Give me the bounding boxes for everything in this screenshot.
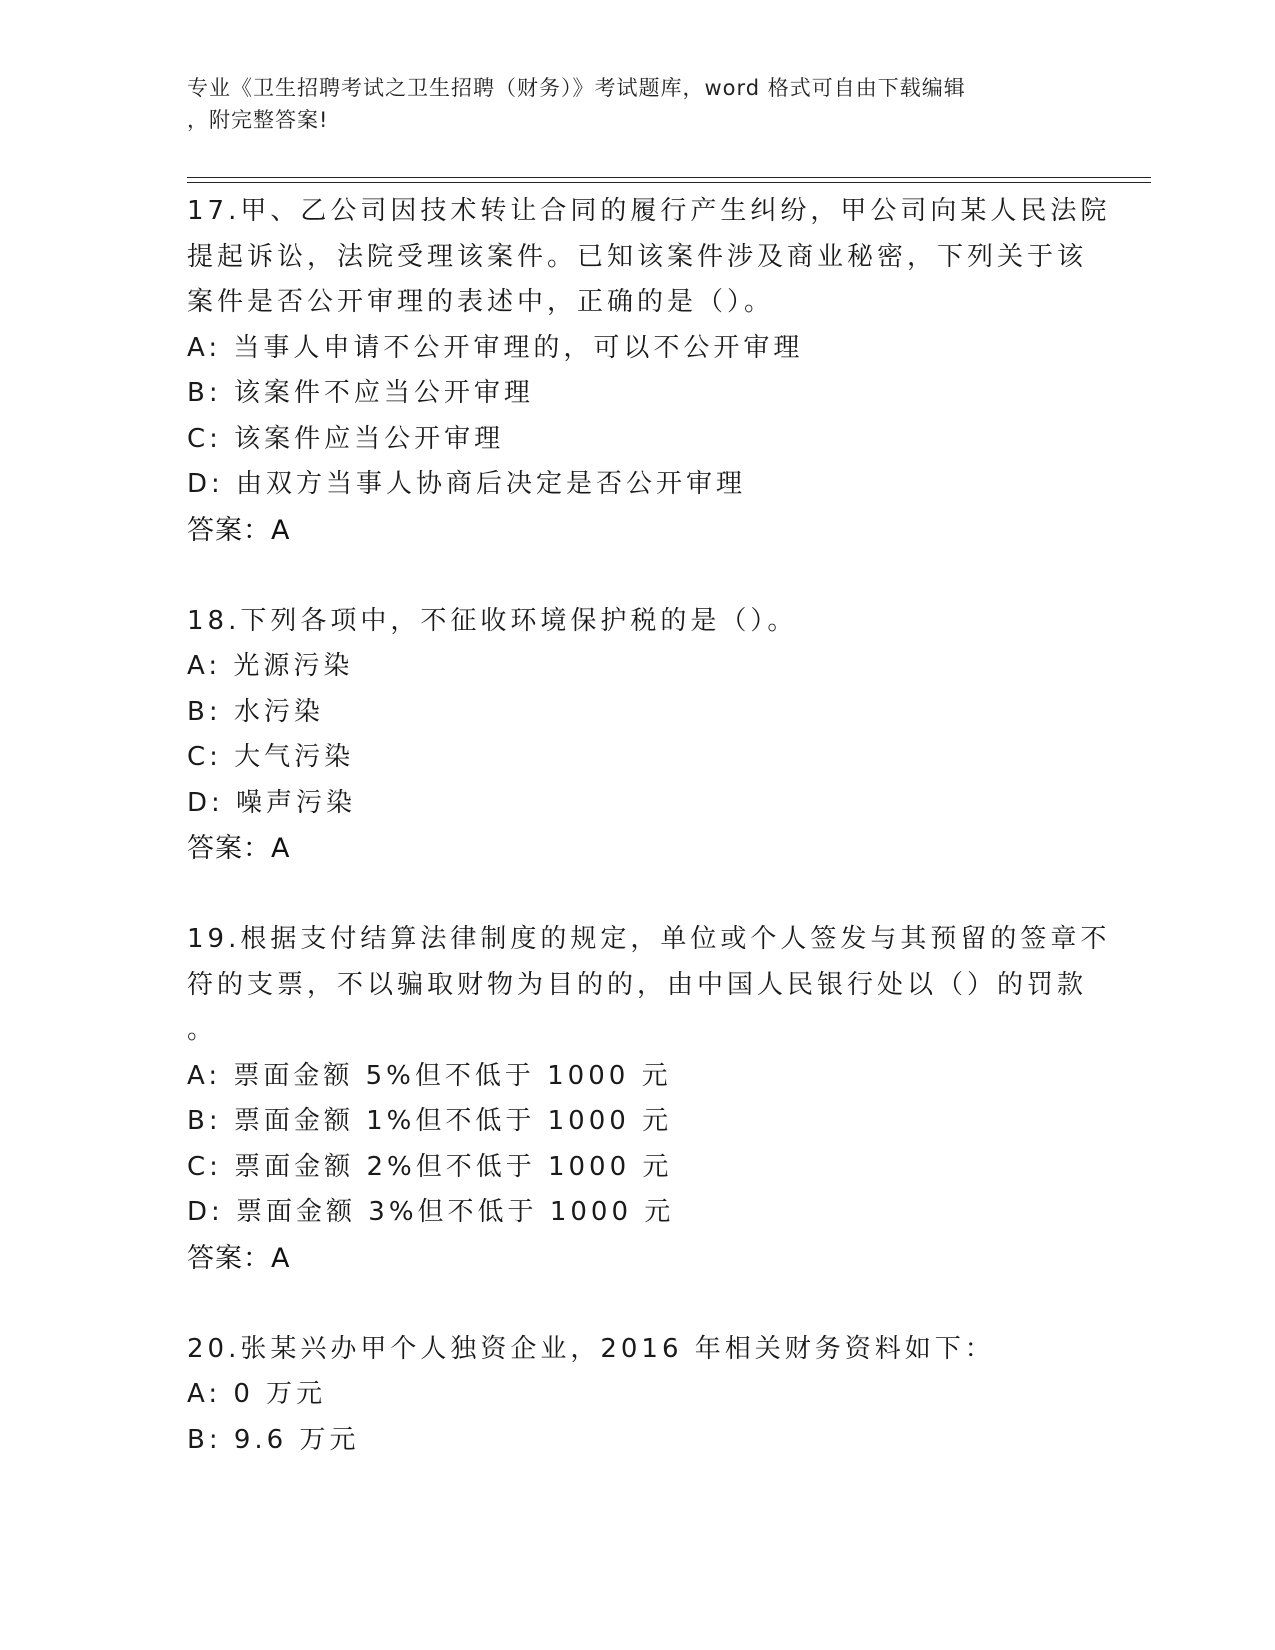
question-stem-line: 19.根据支付结算法律制度的规定，单位或个人签发与其预留的签章不 [187, 924, 1111, 954]
option-a: A: 当事人申请不公开审理的，可以不公开审理 [187, 332, 804, 363]
answer-line: 答案：A [187, 1242, 291, 1274]
answer-line: 答案：A [187, 514, 291, 546]
question-17 [187, 189, 1111, 553]
question-19 [187, 917, 1111, 1281]
option-a: A: 0 万元 [187, 1379, 327, 1409]
option-b: B: 票面金额 1%但不低于 1000 元 [187, 1106, 673, 1136]
option-a: A: 光源污染 [187, 651, 354, 681]
option-a: A: 票面金额 5%但不低于 1000 元 [187, 1060, 672, 1091]
question-stem-line: 案件是否公开审理的表述中，正确的是（）。 [187, 287, 775, 317]
option-b: B: 9.6 万元 [187, 1424, 360, 1455]
spacer [187, 872, 1087, 918]
header-rule-bottom [187, 182, 1151, 183]
option-c: C: 该案件应当公开审理 [187, 423, 505, 454]
option-c: C: 票面金额 2%但不低于 1000 元 [187, 1151, 673, 1182]
question-stem-line: 20.张某兴办甲个人独资企业，2016 年相关财务资料如下： [187, 1333, 995, 1364]
header-line-2: ，附完整答案! [187, 108, 329, 132]
spacer [187, 1281, 1087, 1327]
answer-line: 答案：A [187, 833, 291, 864]
option-d: D: 票面金额 3%但不低于 1000 元 [187, 1197, 675, 1227]
spacer [187, 553, 1087, 599]
option-d: D: 噪声污染 [187, 787, 357, 818]
option-c: C: 大气污染 [187, 742, 355, 772]
question-20 [187, 1327, 1087, 1464]
option-b: B: 该案件不应当公开审理 [187, 378, 534, 408]
question-stem-line: 。 [187, 1015, 218, 1045]
question-stem-line: 17.甲、乙公司因技术转让合同的履行产生纠纷，甲公司向某人民法院 [187, 196, 1111, 226]
question-18 [187, 599, 1087, 872]
header-rule-top [187, 177, 1151, 178]
document-header [187, 72, 1067, 136]
question-stem-line: 提起诉讼，法院受理该案件。已知该案件涉及商业秘密，下列关于该 [187, 241, 1088, 272]
option-d: D: 由双方当事人协商后决定是否公开审理 [187, 469, 747, 499]
option-b: B: 水污染 [187, 696, 324, 727]
question-list [187, 189, 1111, 1463]
question-stem-line: 18.下列各项中，不征收环境保护税的是（）。 [187, 605, 798, 636]
header-line-1: 专业《卫生招聘考试之卫生招聘（财务）》考试题库，word 格式可自由下载编辑 [187, 76, 966, 100]
question-stem-line: 符的支票，不以骗取财物为目的的，由中国人民银行处以（）的罚款 [187, 969, 1088, 1000]
